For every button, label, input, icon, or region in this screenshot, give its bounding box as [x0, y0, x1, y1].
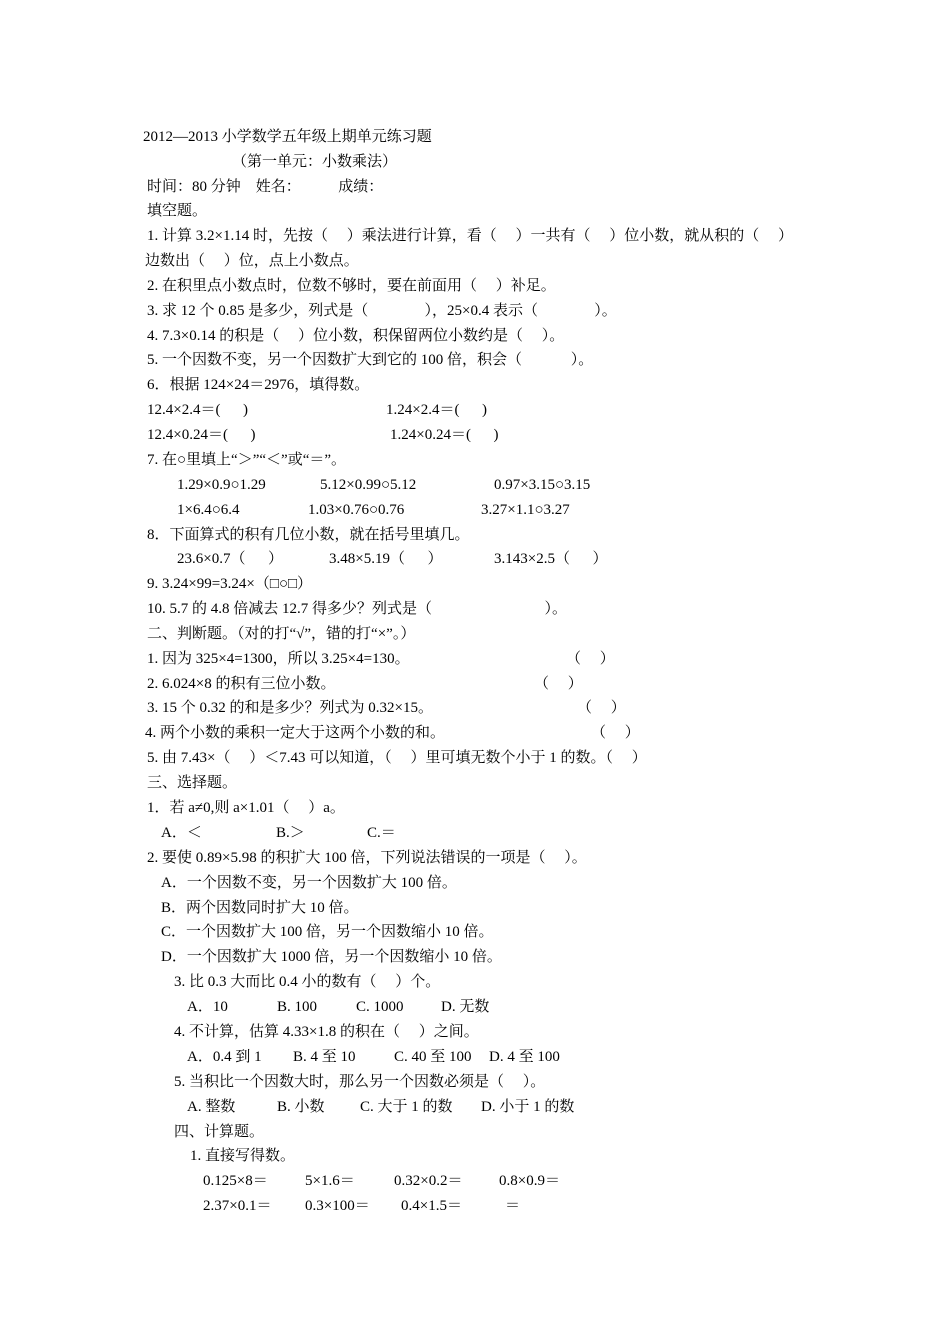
fill-q8-item: 3.48×5.19（ ）	[329, 551, 443, 567]
judge-q3-answer-blank: （ ）	[577, 700, 626, 716]
fill-q4: 4. 7.3×0.14 的积是（ ）位小数，积保留两位小数约是（ ）。	[147, 328, 565, 344]
fill-q7: 7. 在○里填上“＞”“＜”或“＝”。	[147, 452, 347, 468]
fill-q8-item: 3.143×2.5（ ）	[494, 551, 608, 567]
choice-q5: 5. 当积比一个因数大时，那么另一个因数必须是（ ）。	[174, 1074, 546, 1090]
calc-q1: 1. 直接写得数。	[190, 1148, 296, 1164]
section-judge-heading: 二、判断题。（对的打“√”，错的打“×”。）	[147, 626, 416, 642]
choice-q2-option: D．一个因数扩大 1000 倍，另一个因数缩小 10 倍。	[161, 949, 502, 965]
choice-q2-option: B．两个因数同时扩大 10 倍。	[161, 900, 359, 916]
fill-q6-item: 1.24×2.4＝( )	[386, 402, 487, 418]
fill-q10: 10. 5.7 的 4.8 倍减去 12.7 得多少？列式是（ ）。	[147, 601, 568, 617]
judge-q3: 3. 15 个 0.32 的和是多少？列式为 0.32×15。	[147, 700, 433, 716]
choice-q5-option: A. 整数	[187, 1099, 236, 1115]
choice-q4: 4. 不计算，估算 4.33×1.8 的积在（ ）之间。	[174, 1024, 479, 1040]
choice-q2-option: C．一个因数扩大 100 倍，另一个因数缩小 10 倍。	[161, 924, 494, 940]
choice-q4-option: D. 4 至 100	[489, 1049, 560, 1065]
choice-q4-option: A．0.4 到 1	[187, 1049, 262, 1065]
fill-q1-line2: 边数出（ ）位，点上小数点。	[145, 253, 359, 269]
section-calc-heading: 四、计算题。	[174, 1124, 265, 1140]
fill-q2: 2. 在积里点小数点时，位数不够时，要在前面用（ ）补足。	[147, 278, 556, 294]
judge-q2: 2. 6.024×8 的积有三位小数。	[147, 676, 336, 692]
section-choice-heading: 三、选择题。	[147, 775, 238, 791]
choice-q3-option: D. 无数	[441, 999, 490, 1015]
fill-q8: 8．下面算式的积有几位小数，就在括号里填几。	[147, 527, 470, 543]
choice-q4-option: C. 40 至 100	[394, 1049, 472, 1065]
fill-q6-item: 12.4×0.24＝( )	[147, 427, 256, 443]
fill-q1-line1: 1. 计算 3.2×1.14 时，先按（ ）乘法进行计算，看（ ）一共有（ ）位小数，就从积的（ ）	[147, 228, 793, 244]
fill-q7-item: 1.03×0.76○0.76	[308, 502, 405, 518]
calc-item: 0.4×1.5＝	[401, 1198, 462, 1214]
fill-q7-item: 5.12×0.99○5.12	[320, 477, 417, 493]
calc-item: 0.3×100＝	[305, 1198, 370, 1214]
judge-q2-answer-blank: （ ）	[534, 676, 583, 692]
choice-q1-option: B.＞	[276, 825, 305, 841]
fill-q5: 5. 一个因数不变，另一个因数扩大到它的 100 倍，积会（ ）。	[147, 352, 594, 368]
calc-item: 0.8×0.9＝	[499, 1173, 560, 1189]
fill-q7-item: 1×6.4○6.4	[177, 502, 240, 518]
choice-q4-option: B. 4 至 10	[293, 1049, 356, 1065]
choice-q3-option: C. 1000	[356, 999, 404, 1015]
judge-q1: 1. 因为 325×4=1300，所以 3.25×4=130。	[147, 651, 410, 667]
fill-q9: 9. 3.24×99=3.24×（□○□）	[147, 576, 313, 592]
calc-item: 2.37×0.1＝	[203, 1198, 272, 1214]
judge-q4: 4. 两个小数的乘积一定大于这两个小数的和。	[145, 725, 446, 741]
fill-q3: 3. 求 12 个 0.85 是多少，列式是（ ），25×0.4 表示（ ）。	[147, 303, 617, 319]
exam-info-line: 时间：80 分钟 姓名： 成绩：	[147, 179, 384, 195]
fill-q7-item: 3.27×1.1○3.27	[481, 502, 570, 518]
choice-q3: 3. 比 0.3 大而比 0.4 小的数有（ ）个。	[174, 974, 441, 990]
calc-item: 0.32×0.2＝	[394, 1173, 463, 1189]
calc-item: 5×1.6＝	[305, 1173, 355, 1189]
section-fill-heading: 填空题。	[147, 203, 208, 219]
choice-q3-option: A．10	[187, 999, 228, 1015]
choice-q1: 1．若 a≠0,则 a×1.01（ ）a。	[147, 800, 345, 816]
choice-q1-option: C.＝	[367, 825, 396, 841]
choice-q5-option: B. 小数	[277, 1099, 325, 1115]
judge-q4-answer-blank: （ ）	[591, 725, 640, 741]
page-title: 2012—2013 小学数学五年级上期单元练习题	[143, 129, 432, 145]
choice-q3-option: B. 100	[277, 999, 318, 1015]
page-subtitle: （第一单元：小数乘法）	[232, 154, 398, 170]
fill-q6-item: 12.4×2.4＝( )	[147, 402, 248, 418]
fill-q6: 6．根据 124×24＝2976，填得数。	[147, 377, 370, 393]
judge-q1-answer-blank: （ ）	[566, 651, 615, 667]
calc-item: 0.125×8＝	[203, 1173, 268, 1189]
choice-q2-option: A．一个因数不变，另一个因数扩大 100 倍。	[161, 875, 457, 891]
calc-item: ＝	[505, 1198, 521, 1214]
fill-q8-item: 23.6×0.7（ ）	[177, 551, 283, 567]
fill-q7-item: 1.29×0.9○1.29	[177, 477, 266, 493]
judge-q5: 5. 由 7.43×（ ）＜7.43 可以知道，（ ）里可填无数个小于 1 的数。（ ）	[147, 750, 647, 766]
choice-q2: 2. 要使 0.89×5.98 的积扩大 100 倍，下列说法错误的一项是（ ）。	[147, 850, 587, 866]
choice-q5-option: D. 小于 1 的数	[481, 1099, 575, 1115]
choice-q5-option: C. 大于 1 的数	[360, 1099, 453, 1115]
fill-q7-item: 0.97×3.15○3.15	[494, 477, 591, 493]
fill-q6-item: 1.24×0.24＝( )	[390, 427, 499, 443]
choice-q1-option: A．＜	[161, 825, 202, 841]
